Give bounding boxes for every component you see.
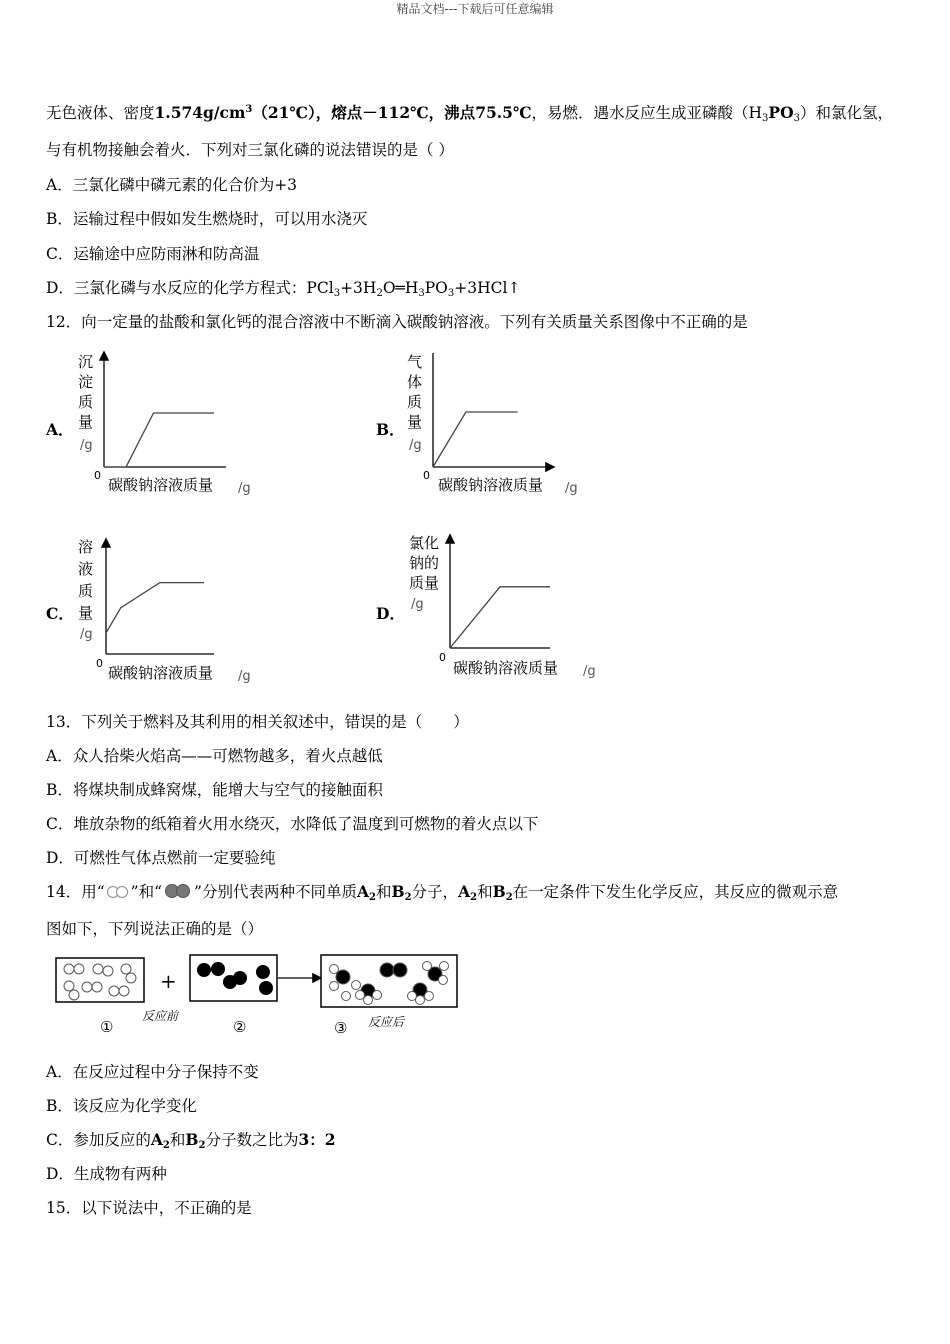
q11-option-c: C．运输途中应防雨淋和防高温 [46, 245, 260, 263]
chart-b [405, 345, 605, 504]
q11-text: ）和氯化氢， [799, 104, 893, 122]
q14-text: ”分别代表两种不同单质 [194, 883, 357, 901]
q14-option-c [46, 1128, 336, 1150]
q13-option-d: D．可燃性气体点燃前一定要验纯 [46, 849, 276, 867]
chart-d [405, 528, 605, 690]
q11-text: 无色液体、密度 [46, 104, 155, 122]
q14-text: 14．用“ [46, 883, 105, 901]
chart-b-series-line [433, 412, 518, 467]
x-label: 碳酸钠溶液质量 [108, 664, 214, 682]
q11-d-text: +3H [340, 279, 377, 297]
y-label-char: 气 [407, 353, 423, 371]
q14-text: A [356, 882, 369, 901]
label-before: 反应前 [142, 1009, 179, 1023]
chart-c [74, 530, 274, 692]
q11-option-d [46, 276, 520, 298]
y-label-line: 质量 [409, 574, 440, 592]
q13-stem: 13．下列关于燃料及其利用的相关叙述中，错误的是（ ） [46, 713, 469, 731]
q11-d-text: +3HCl↑ [454, 279, 521, 297]
q11-line2: 与有机物接触会着火．下列对三氯化磷的说法错误的是（ ） [46, 141, 454, 159]
q11-d-sub: 2 [376, 288, 383, 299]
q14-sub: 2 [470, 892, 478, 903]
y-label-char: 溶 [78, 538, 94, 556]
y-label-char: 质 [78, 582, 94, 600]
q12-label-c: C． [46, 604, 74, 623]
q14-text: B [391, 882, 405, 901]
chart-d-svg [405, 528, 605, 686]
q11-d-sub: 3 [333, 288, 341, 299]
q11-d-text: PO [424, 279, 448, 297]
reaction-diagram [50, 950, 470, 1046]
q11-text: （21℃），熔点－112℃，沸点 [252, 103, 476, 122]
q11-text: ，易燃．遇水反应生成亚磷酸（H [531, 104, 763, 122]
q14-text: 在一定条件下发生化学反应，其反应的微观示意 [512, 883, 839, 901]
q14-c-text: A [150, 1130, 163, 1149]
chart-c-series-line [106, 583, 204, 633]
y-unit: /g [411, 597, 424, 612]
q11-d-sub: 3 [447, 288, 455, 299]
page-header: 精品文档---下载后可任意编辑 [396, 2, 554, 16]
y-unit: /g [80, 438, 93, 453]
q14-option-d: D．生成物有两种 [46, 1165, 167, 1183]
q11-line1 [46, 101, 893, 123]
y-unit: /g [80, 627, 93, 642]
q11-option-a: A．三氯化磷中磷元素的化合价为+3 [46, 176, 298, 194]
x-unit: /g [583, 664, 596, 679]
origin-label: 0 [439, 651, 446, 664]
x-unit: /g [238, 669, 251, 684]
q13-option-c: C．堆放杂物的纸箱着火用水绕灭，水降低了温度到可燃物的着火点以下 [46, 815, 539, 833]
y-label-line: 钠的 [409, 554, 440, 572]
q11-sup: 3 [245, 104, 253, 115]
plus-sign: + [160, 969, 177, 993]
q14-sub: 2 [368, 892, 376, 903]
q13-option-b: B．将煤块制成蜂窝煤，能增大与空气的接触面积 [46, 781, 383, 799]
q14-c-sub: 2 [162, 1140, 170, 1151]
q14-text: B [492, 882, 506, 901]
origin-label: 0 [94, 469, 101, 482]
q14-line2: 图如下，下列说法正确的是（） [46, 920, 264, 938]
label-box3: ③ [334, 1019, 348, 1037]
label-box1: ① [100, 1018, 114, 1036]
q14-sub: 2 [404, 892, 412, 903]
q14-c-text: B [185, 1130, 199, 1149]
q14-sub: 2 [505, 892, 513, 903]
q12-label-b: B． [376, 420, 405, 439]
q14-c-text: 和 [169, 1131, 186, 1149]
q15-stem: 15．以下说法中，不正确的是 [46, 1199, 252, 1217]
q11-d-text: O═H [382, 279, 419, 297]
q11-sub: 3 [762, 113, 769, 124]
q14-text: ”和“ [130, 883, 163, 901]
white-molecule-icon [105, 885, 131, 899]
chart-c-svg [74, 530, 274, 688]
label-after: 反应后 [368, 1015, 405, 1029]
x-label: 碳酸钠溶液质量 [453, 659, 559, 677]
y-label-char: 质 [407, 393, 423, 411]
q11-density: 1.574g/cm [154, 103, 246, 122]
q12-label-d: D． [376, 604, 405, 623]
q14-c-text: 分子数之比为 [205, 1131, 299, 1149]
chart-a [74, 345, 274, 504]
y-unit: /g [409, 438, 422, 453]
x-unit: /g [238, 481, 251, 496]
q11-option-b: B．运输过程中假如发生燃烧时，可以用水浇灭 [46, 210, 368, 228]
y-label-char: 沉 [78, 353, 94, 371]
q12-stem: 12．向一定量的盐酸和氯化钙的混合溶液中不断滴入碳酸钠溶液。下列有关质量关系图像中不正确的是 [46, 313, 748, 331]
q11-text: PO [768, 103, 794, 122]
label-box2: ② [233, 1018, 247, 1036]
q14-c-text: 3：2 [298, 1130, 336, 1149]
q14-text: A [458, 882, 471, 901]
y-label-char: 量 [407, 413, 423, 431]
q14-option-a: A．在反应过程中分子保持不变 [46, 1063, 259, 1081]
q12-label-a: A． [46, 420, 74, 439]
q14-line1 [46, 880, 838, 902]
y-label-char: 质 [78, 393, 94, 411]
origin-label: 0 [96, 657, 103, 670]
q14-text: 和 [375, 883, 392, 901]
q14-c-sub: 2 [198, 1140, 206, 1151]
gray-molecule-icon [162, 883, 194, 899]
y-label-char: 液 [78, 560, 94, 578]
q11-sub: 3 [793, 113, 800, 124]
q14-text: 分子， [411, 883, 459, 901]
q14-option-b: B．该反应为化学变化 [46, 1097, 197, 1115]
y-label-char: 体 [407, 373, 423, 391]
chart-d-series-line [450, 587, 550, 648]
y-label-line: 氯化 [409, 534, 440, 552]
x-unit: /g [565, 481, 578, 496]
reaction-diagram-svg [50, 950, 470, 1042]
y-label-char: 淀 [78, 373, 94, 391]
origin-label: 0 [423, 469, 430, 482]
y-label-char: 量 [78, 604, 94, 622]
chart-a-svg [74, 345, 274, 500]
q13-option-a: A．众人拾柴火焰高——可燃物越多，着火点越低 [46, 747, 383, 765]
q11-bp: 75.5℃ [475, 103, 532, 122]
q11-d-text: D．三氯化磷与水反应的化学方程式：PCl [46, 279, 334, 297]
x-label: 碳酸钠溶液质量 [108, 476, 214, 494]
q14-text: 和 [477, 883, 493, 901]
chart-a-series-line [104, 413, 214, 467]
x-label: 碳酸钠溶液质量 [438, 476, 544, 494]
q11-d-sub: 3 [418, 288, 425, 299]
y-label-char: 量 [78, 413, 94, 431]
chart-b-svg [405, 345, 605, 500]
q14-c-text: C．参加反应的 [46, 1131, 151, 1149]
